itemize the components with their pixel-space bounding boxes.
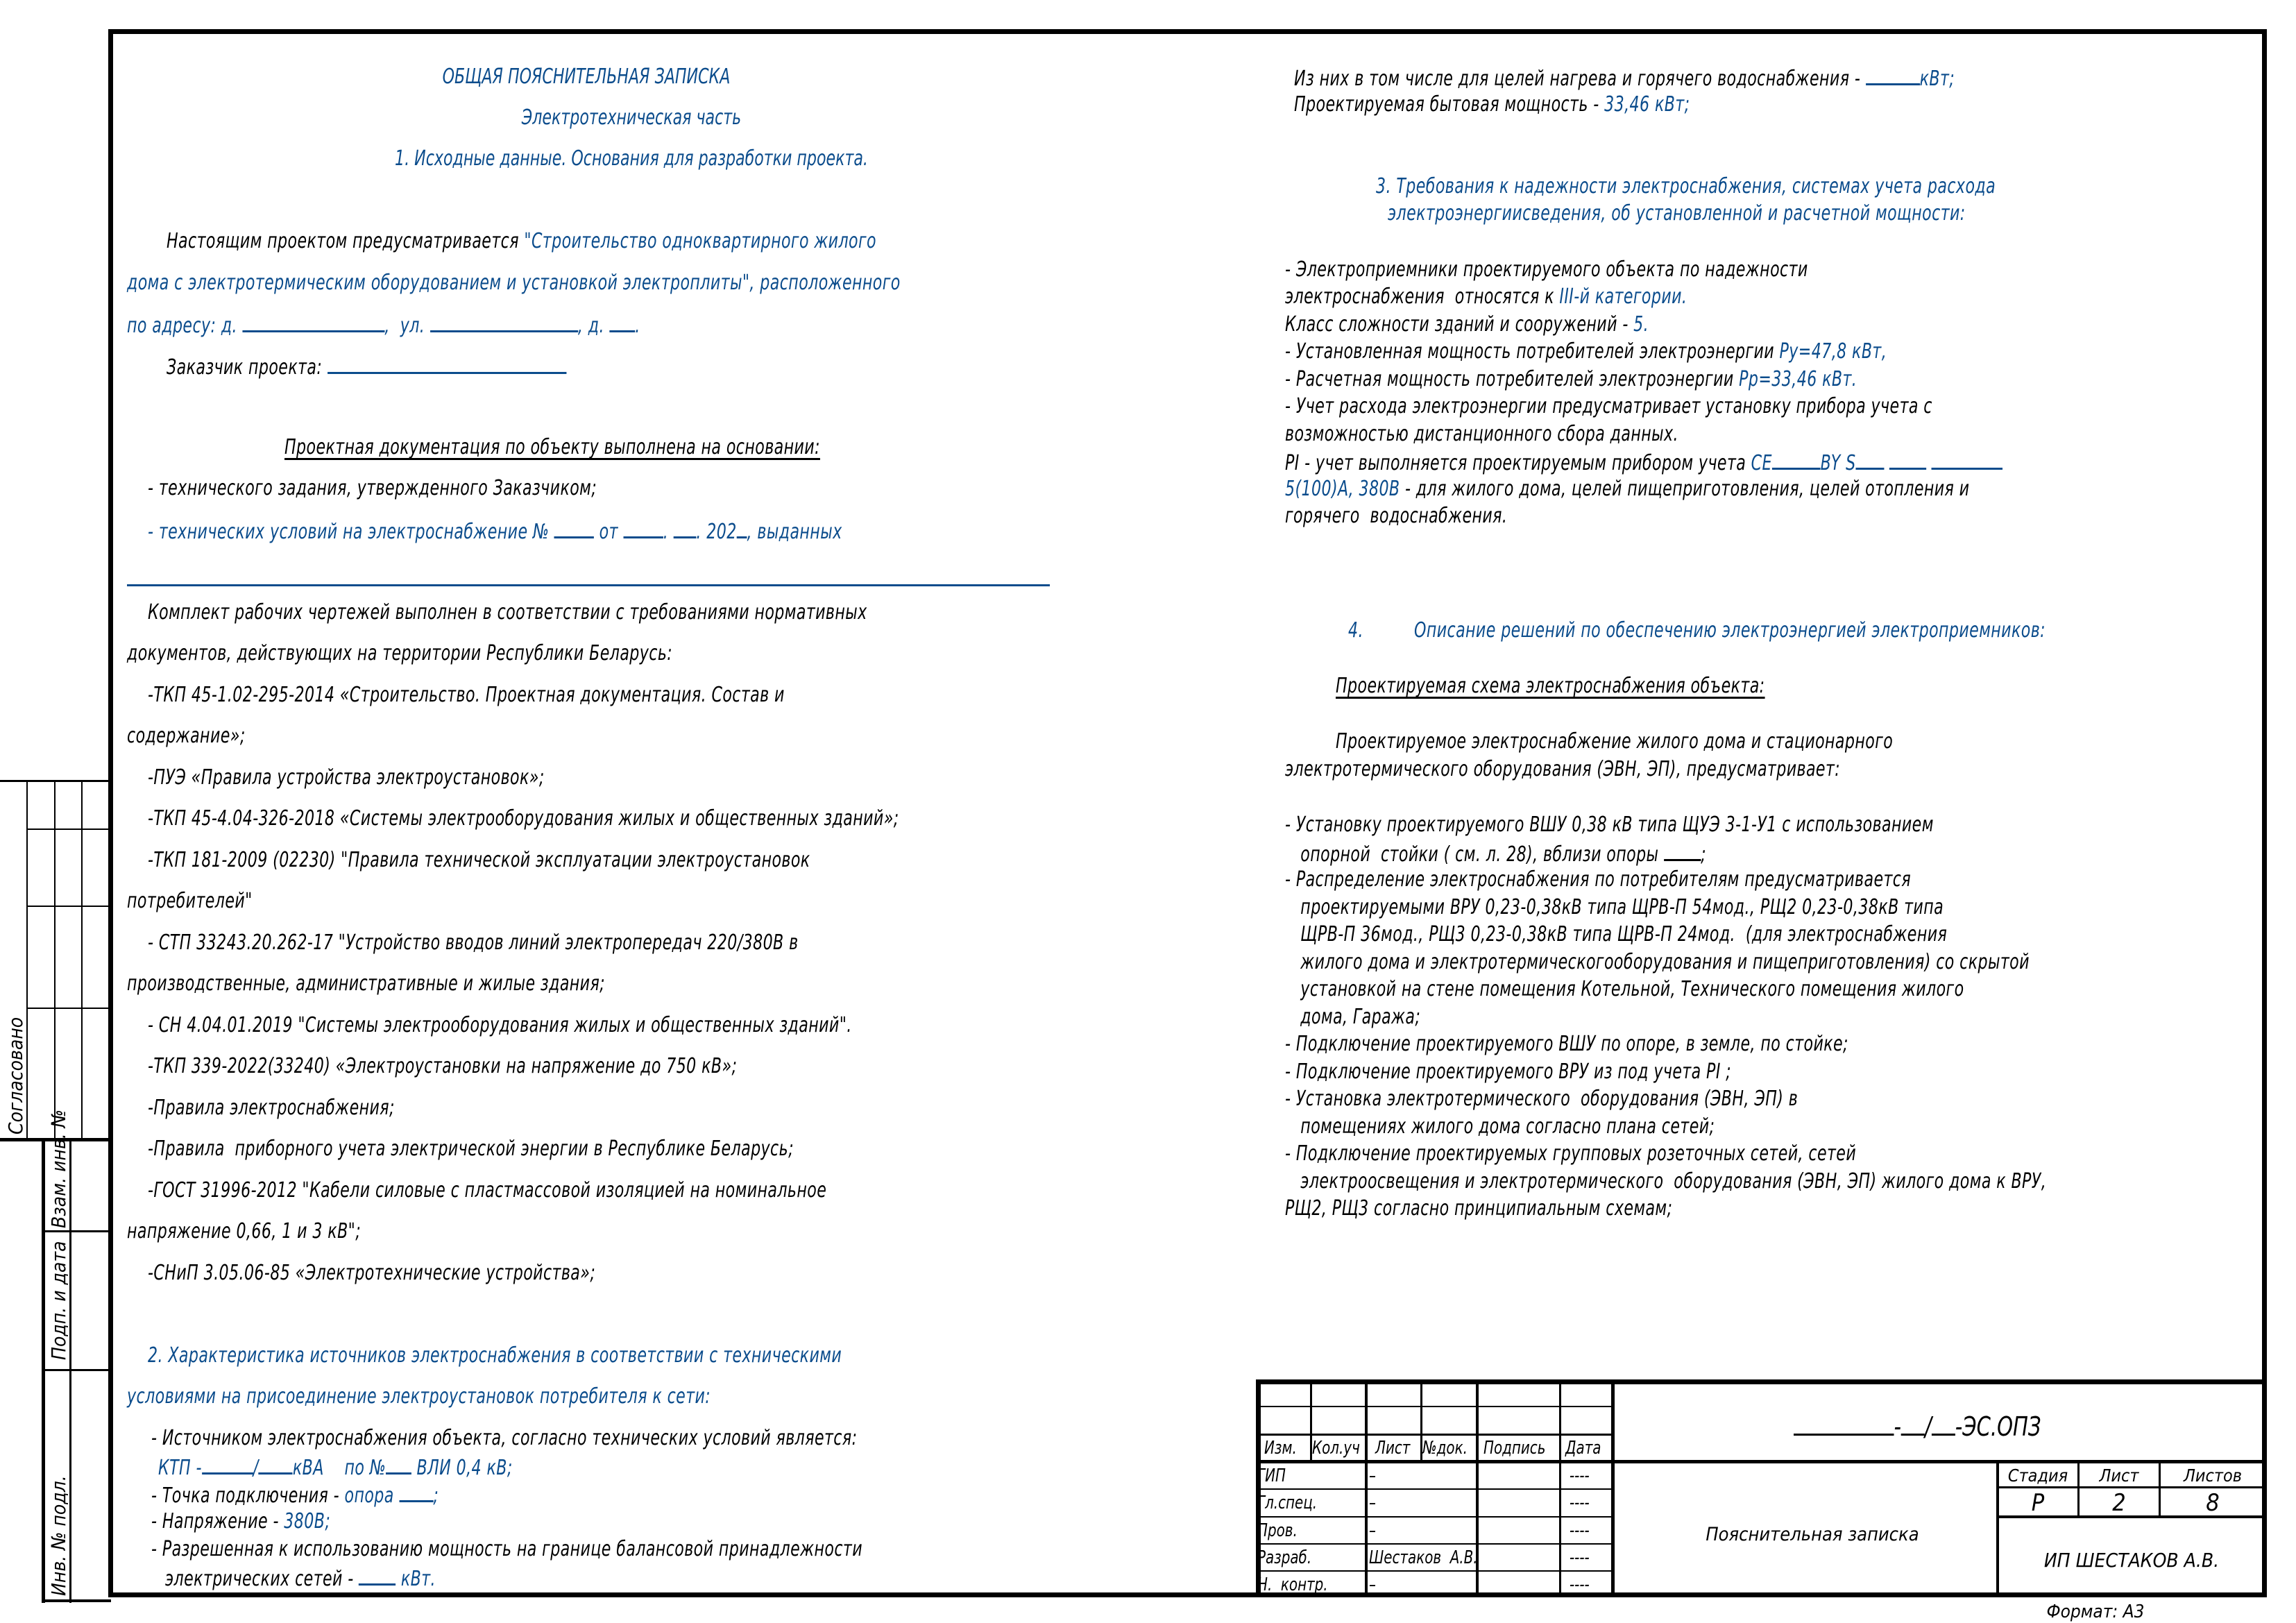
allowed-power-field[interactable] — [359, 1565, 396, 1586]
reliability-line-2: электроснабжения относятся к III-й категории. — [1285, 284, 1687, 309]
meter-model-field[interactable] — [1772, 450, 1821, 470]
norm-line: - СТП 33243.20.262-17 "Устройство вводов линий электропередач 220/380В в — [148, 931, 799, 955]
section-3-heading-2: электроэнергиисведения, об установленной и расчетной мощности: — [1388, 201, 1966, 226]
section-3-heading-1: 3. Требования к надежности электроснабжения, системах учета расхода — [1376, 174, 1996, 198]
ktp-power-field[interactable] — [259, 1454, 293, 1475]
source-label: - Источником электроснабжения объекта, согласно технических условий является: — [151, 1426, 858, 1450]
scheme-item: помещениях жилого дома согласно плана сетей; — [1285, 1114, 1715, 1139]
basis-item-1: - технического задания, утвержденного Заказчиком; — [148, 476, 597, 500]
pole-number-field[interactable] — [1664, 841, 1701, 861]
header-date: Дата — [1565, 1438, 1601, 1459]
metering-line-2: возможностью дистанционного сбора данных. — [1285, 422, 1678, 446]
scheme-intro-1: Проектируемое электроснабжение жилого дома и стационарного — [1336, 729, 1894, 754]
norm-line: - СН 4.04.01.2019 "Системы электрооборудования жилых и общественных зданий". — [148, 1013, 852, 1037]
role-date: ---- — [1570, 1493, 1590, 1513]
code-part-2[interactable] — [1901, 1410, 1925, 1436]
issuer-field[interactable] — [127, 584, 1050, 586]
header-kol: Кол.уч — [1312, 1438, 1360, 1459]
house-field[interactable] — [609, 312, 635, 332]
document-name: Пояснительная записка — [1706, 1524, 1919, 1545]
role-name: – — [1369, 1465, 1376, 1486]
tu-month-field[interactable] — [674, 518, 697, 538]
household-line: Проектируемая бытовая мощность - 33,46 кВт; — [1294, 92, 1690, 117]
header-izm: Изм. — [1264, 1438, 1297, 1459]
complect-line-2: документов, действующих на территории Республики Беларусь: — [127, 641, 673, 665]
meter-line-1: PI - учет выполняется проектируемым прибором учета CE BY S — [1285, 450, 2002, 475]
ktp-number-field[interactable] — [202, 1454, 253, 1475]
scheme-heading: Проектируемая схема электроснабжения объекта: — [1336, 674, 1765, 698]
section-1-heading: 1. Исходные данные. Основания для разработки проекта. — [395, 146, 868, 171]
header-doc: №док. — [1422, 1438, 1468, 1459]
role-date: ---- — [1570, 1520, 1590, 1541]
sheets-label: Листов — [2183, 1465, 2243, 1486]
village-field[interactable] — [242, 312, 384, 332]
scheme-item: жилого дома и электротермическогооборудования и пищеприготовления) со скрытой — [1285, 950, 2030, 974]
norm-line: -ГОСТ 31996-2012 "Кабели силовые с пластмассовой изоляцией на номинальное — [148, 1178, 827, 1203]
stage-label: Стадия — [2007, 1465, 2068, 1486]
basis-heading: Проектная документация по объекту выполнена на основании: — [284, 435, 820, 459]
document-title: ОБЩАЯ ПОЯСНИТЕЛЬНАЯ ЗАПИСКА — [442, 65, 731, 89]
scheme-item: установкой на стене помещения Котельной, Технического помещения жилого — [1285, 977, 1964, 1001]
scheme-item: РЩ2, РЩ3 согласно принципиальным схемам; — [1285, 1196, 1673, 1221]
header-list: Лист — [1375, 1438, 1411, 1459]
norm-line: -ТКП 339-2022(33240) «Электроустановки на напряжение до 750 кВ»; — [148, 1054, 738, 1078]
role-name: – — [1369, 1574, 1376, 1595]
norm-line: содержание»; — [127, 724, 246, 748]
scheme-item: дома, Гаража; — [1285, 1005, 1421, 1029]
tu-day-field[interactable] — [623, 518, 663, 538]
scheme-item: - Подключение проектируемого ВРУ из под учета PI ; — [1285, 1060, 1732, 1084]
company-name: ИП ШЕСТАКОВ А.В. — [2043, 1549, 2220, 1572]
norm-line: -Правила электроснабжения; — [148, 1096, 395, 1120]
meter-field-3[interactable] — [1932, 450, 2003, 470]
tu-year-field[interactable] — [737, 518, 747, 538]
norm-line: -СНиП 3.05.06-85 «Электротехнические устройства»; — [148, 1261, 596, 1285]
role-label: Разраб. — [1257, 1547, 1312, 1568]
norm-line: потребителей" — [127, 889, 253, 913]
scheme-item: - Установку проектируемого ВШУ 0,38 кВ типа ЩУЭ 3-1-У1 с использованием — [1285, 813, 1934, 837]
tu-number-field[interactable] — [554, 518, 594, 538]
role-label: Н. контр. — [1257, 1574, 1328, 1595]
scheme-item: - Подключение проектируемого ВШУ по опоре, в земле, по стойке; — [1285, 1032, 1848, 1056]
stage-value: Р — [2031, 1489, 2045, 1517]
role-name: – — [1369, 1520, 1376, 1541]
role-label: Гл.спец. — [1257, 1493, 1318, 1513]
role-date: ---- — [1570, 1465, 1590, 1486]
street-field[interactable] — [430, 312, 578, 332]
source-ktp: КТП - / кВА по № ВЛИ 0,4 кВ; — [158, 1456, 513, 1480]
code-part-1[interactable] — [1794, 1410, 1894, 1436]
norm-line: -ТКП 45-1.02-295-2014 «Строительство. Проектная документация. Состав и — [148, 683, 785, 707]
role-name: Шестаков А.В. — [1369, 1547, 1478, 1568]
meter-line-3: горячего водоснабжения. — [1285, 504, 1508, 528]
metering-line-1: - Учет расхода электроэнергии предусматривает установку прибора учета с — [1285, 394, 1932, 418]
scheme-intro-2: электротермического оборудования (ЭВН, ЭП), предусматривает: — [1285, 757, 1841, 781]
scheme-item: - Подключение проектируемых групповых розеточных сетей, сетей — [1285, 1141, 1857, 1166]
norm-line: -ТКП 181-2009 (02230) "Правила технической эксплуатации электроустановок — [148, 848, 810, 872]
scheme-item: электроосвещения и электротермического оборудования (ЭВН, ЭП) жилого дома к ВРУ, — [1285, 1169, 2047, 1193]
norm-line: напряжение 0,66, 1 и 3 кВ"; — [127, 1219, 362, 1243]
scheme-item: ЩРВ-П 36мод., РЩ3 0,23-0,38кВ типа ЩРВ-П 24мод. (для электроснабжения — [1285, 922, 1948, 946]
meter-field-2[interactable] — [1889, 450, 1926, 470]
installed-power-line: - Установленная мощность потребителей электроэнергии Ру=47,8 кВт, — [1285, 339, 1887, 364]
scheme-item: проектируемыми ВРУ 0,23-0,38кВ типа ЩРВ-П 54мод., РЩ2 0,23-0,38кВ типа — [1285, 895, 1944, 919]
sheet-label: Лист — [2099, 1465, 2139, 1486]
basis-item-2: - технических условий на электроснабжение № от . . 202 , выданных — [148, 520, 842, 544]
document-code: - / -ЭС.ОПЗ — [1794, 1410, 2041, 1442]
replace-inv-label: Взам. инв. № — [47, 1109, 70, 1228]
complexity-line: Класс сложности зданий и сооружений - 5. — [1285, 312, 1649, 337]
reliability-line-1: - Электроприемники проектируемого объекта по надежности — [1285, 257, 1808, 282]
sheet-format: Формат: А3 — [2046, 1601, 2145, 1622]
sign-date-label: Подп. и дата — [47, 1241, 70, 1360]
voltage-line: - Напряжение - 380В; — [151, 1509, 331, 1533]
connection-line: - Точка подключения - опора ; — [151, 1484, 439, 1508]
norm-line: -Правила приборного учета электрической энергии в Республике Беларусь; — [148, 1137, 794, 1161]
intro-line-2: дома с электротермическим оборудованием и установкой электроплиты", расположенного — [127, 271, 901, 295]
scheme-item: - Распределение электроснабжения по потребителям предусматривается — [1285, 867, 1912, 892]
complect-line-1: Комплект рабочих чертежей выполнен в соответствии с требованиями нормативных — [148, 600, 867, 624]
role-name: – — [1369, 1493, 1376, 1513]
calc-power-line: - Расчетная мощность потребителей электроэнергии Рр=33,46 кВт. — [1285, 367, 1857, 391]
role-label: ГИП — [1257, 1465, 1286, 1486]
inv-orig-label: Инв. № подл. — [47, 1475, 70, 1596]
meter-line-2: 5(100)А, 380В - для жилого дома, целей пищеприготовления, целей отопления и — [1285, 477, 1970, 501]
address-line: по адресу: д. , ул. , д. . — [127, 314, 640, 338]
customer-field[interactable] — [328, 354, 566, 374]
intro-line-1: Настоящим проектом предусматривается "Строительство одноквартирного жилого — [167, 229, 876, 253]
document-subtitle: Электротехническая часть — [521, 105, 742, 130]
section-4-heading: Описание решений по обеспечению электроэнергией электроприемников: — [1414, 618, 2046, 643]
agreed-label: Согласовано — [4, 1017, 27, 1135]
norm-line: -ТКП 45-4.04-326-2018 «Системы электрооборудования жилых и общественных зданий»; — [148, 806, 899, 831]
heating-power-field[interactable] — [1866, 65, 1920, 85]
pole-field[interactable] — [399, 1482, 433, 1502]
norm-line: -ПУЭ «Правила устройства электроустановок»; — [148, 765, 545, 790]
role-date: ---- — [1570, 1574, 1590, 1595]
meter-s-field[interactable] — [1856, 450, 1885, 470]
header-sign: Подпись — [1483, 1438, 1546, 1459]
section-2-heading-2: условиями на присоединение электроустановок потребителя к сети: — [127, 1384, 711, 1409]
heating-line: Из них в том числе для целей нагрева и горячего водоснабжения - кВт; — [1294, 67, 1955, 91]
role-label: Пров. — [1257, 1520, 1298, 1541]
scheme-item: - Установка электротермического оборудования (ЭВН, ЭП) в — [1285, 1087, 1798, 1111]
section-2-heading-1: 2. Характеристика источников электроснабжения в соответствии с техническими — [148, 1343, 842, 1368]
sheets-value: 8 — [2206, 1489, 2220, 1517]
customer-line: Заказчик проекта: — [167, 354, 566, 380]
vli-number-field[interactable] — [386, 1454, 411, 1475]
sheet-value: 2 — [2112, 1489, 2126, 1517]
section-4-number: 4. — [1348, 618, 1363, 643]
allowed-power-line-2: электрических сетей - кВт. — [165, 1567, 436, 1591]
allowed-power-line-1: - Разрешенная к использованию мощность на границе балансовой принадлежности — [151, 1537, 862, 1561]
scheme-item: опорной стойки ( см. л. 28), вблизи опоры ; — [1285, 842, 1707, 867]
norm-line: производственные, административные и жилые здания; — [127, 971, 606, 996]
role-date: ---- — [1570, 1547, 1590, 1568]
code-part-3[interactable] — [1932, 1410, 1955, 1436]
